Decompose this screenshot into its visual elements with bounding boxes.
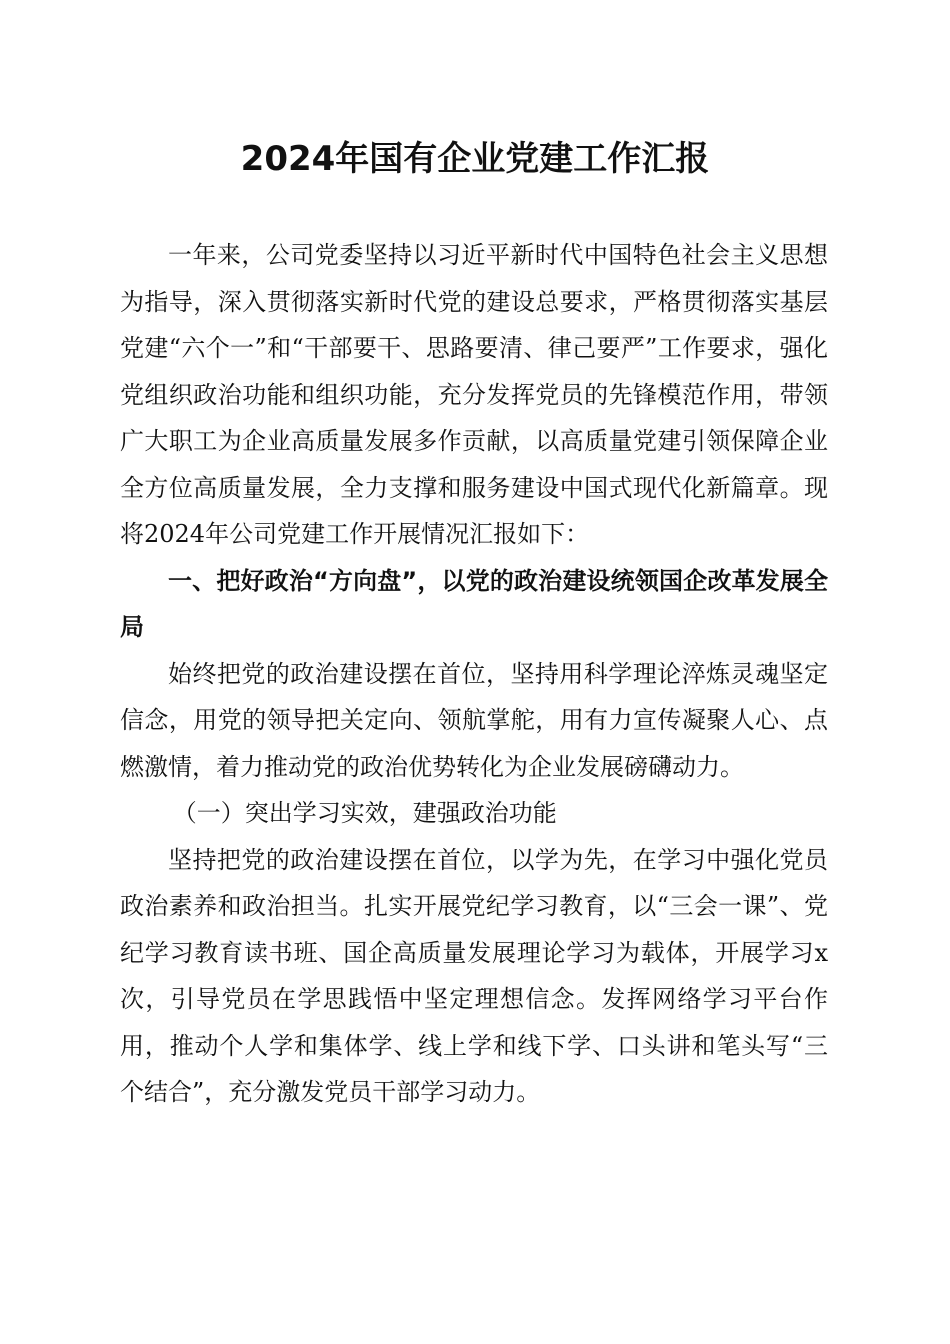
intro-paragraph: 一年来，公司党委坚持以习近平新时代中国特色社会主义思想为指导，深入贯彻落实新时代党的建设总要求，严格贯彻落实基层党建“六个一”和“干部要干、思路要清、律己要严”工作要求，强化党组织政治功能和组织功能，充分发挥党员的先锋模范作用，带领广大职工为企业高质量发展多作贡献，以高质量党建引领保障企业全方位高质量发展，全力支撑和服务建设中国式现代化新篇章。现将2024年公司党建工作开展情况汇报如下： (120, 241, 828, 548)
subsection-heading-1: （一）突出学习实效，建强政治功能 (172, 799, 557, 827)
section-1-paragraph: 始终把党的政治建设摆在首位，坚持用科学理论淬炼灵魂坚定信念，用党的领导把关定向、领航掌舵，用有力宣传凝聚人心、点燃激情，着力推动党的政治优势转化为企业发展磅礴动力。 (120, 659, 828, 781)
section-heading-1: 一、把好政治“方向盘”，以党的政治建设统领国企改革发展全局 (120, 566, 828, 641)
document-title: 2024年国有企业党建工作汇报 (240, 139, 710, 179)
document-body (120, 232, 828, 1116)
subsection-1-paragraph: 坚持把党的政治建设摆在首位，以学为先，在学习中强化党员政治素养和政治担当。扎实开展党纪学习教育，以“三会一课”、党纪学习教育读书班、国企高质量发展理论学习为载体，开展学习x次，引导党员在学思践悟中坚定理想信念。发挥网络学习平台作用，推动个人学和集体学、线上学和线下学、口头讲和笔头写“三个结合”，充分激发党员干部学习动力。 (120, 845, 828, 1106)
